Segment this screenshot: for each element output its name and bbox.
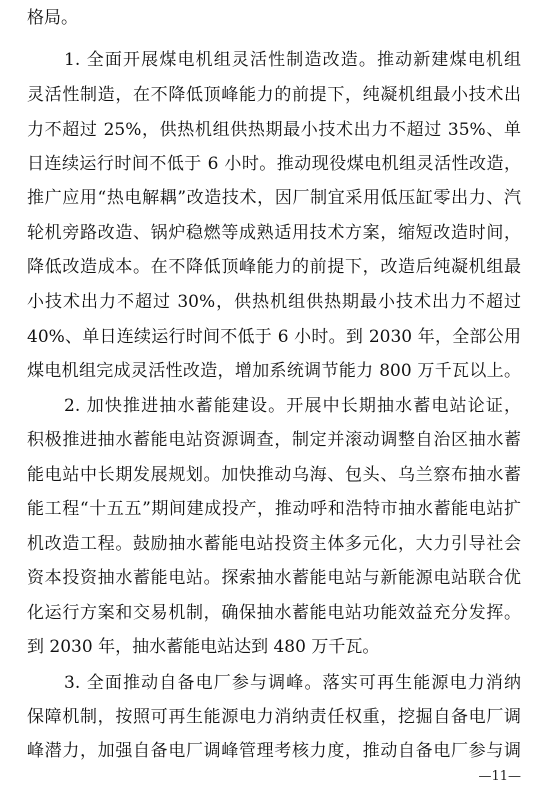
page-number: —11— [478,769,521,784]
text-line: 格局。 [27,8,78,28]
text-line: 能工程“十五五”期间建成投产，推动呼和浩特市抽水蓄能电站扩 [27,499,521,519]
text-line: 资本投资抽水蓄能电站。探索抽水蓄能电站与新能源电站联合优 [27,568,521,588]
text-line: 日连续运行时间不低于 6 小时。推动现役煤电机组灵活性改造， [27,154,521,174]
text-line: 保障机制，按照可再生能源电力消纳责任权重，挖掘自备电厂调 [27,707,521,727]
section-2-heading-line: 2. 加快推进抽水蓄能建设。开展中长期抽水蓄电站论证， [64,396,521,416]
text-line: 峰潜力，加强自备电厂调峰管理考核力度，推动自备电厂参与调 [27,741,521,761]
text-line: 小技术出力不超过 30%，供热机组供热期最小技术出力不超过 [27,292,521,312]
text-line: 轮机旁路改造、锅炉稳燃等成熟适用技术方案，缩短改造时间， [27,223,521,243]
text-line: 能电站中长期发展规划。加快推动乌海、包头、乌兰察布抽水蓄 [27,465,521,485]
text-line: 煤电机组完成灵活性改造，增加系统调节能力 800 万千瓦以上。 [27,361,521,381]
section-3-heading-line: 3. 全面推动自备电厂参与调峰。落实可再生能源电力消纳 [64,673,521,693]
text-line: 推广应用“热电解耦”改造技术，因厂制宜采用低压缸零出力、汽 [27,188,521,208]
text-line: 力不超过 25%，供热机组供热期最小技术出力不超过 35%、单 [27,120,521,140]
text-line: 到 2030 年，抽水蓄能电站达到 480 万千瓦。 [27,637,380,657]
text-line: 机改造工程。鼓励抽水蓄能电站投资主体多元化，大力引导社会 [27,534,521,554]
text-line: 化运行方案和交易机制，确保抽水蓄能电站功能效益充分发挥。 [27,603,521,623]
section-1-heading-line: 1. 全面开展煤电机组灵活性制造改造。推动新建煤电机组 [64,50,521,70]
text-line: 积极推进抽水蓄能电站资源调查，制定并滚动调整自治区抽水蓄 [27,430,521,450]
text-line: 降低改造成本。在不降低顶峰能力的前提下，改造后纯凝机组最 [27,257,521,277]
text-line: 灵活性制造，在不降低顶峰能力的前提下，纯凝机组最小技术出 [27,85,521,105]
text-line: 40%、单日连续运行时间不低于 6 小时。到 2030 年，全部公用 [27,327,521,347]
